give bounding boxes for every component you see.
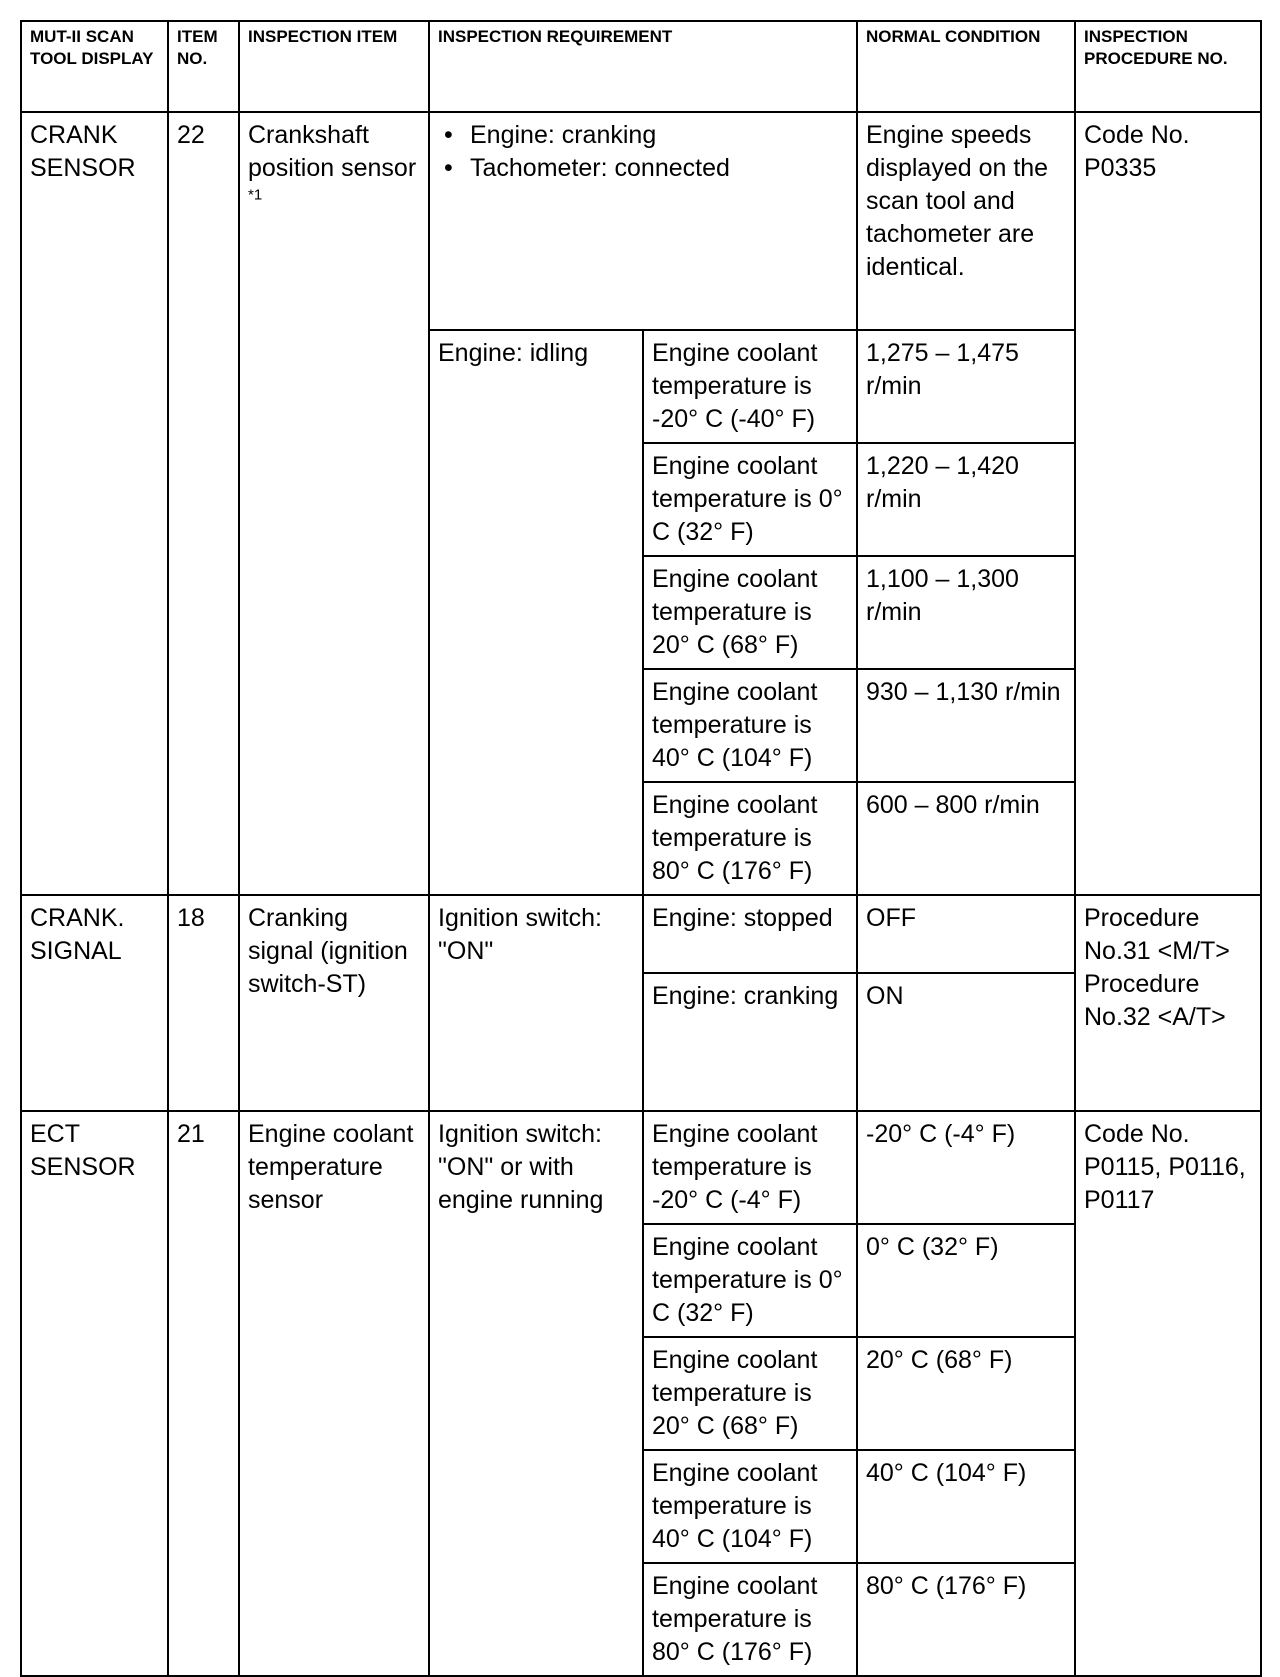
condition-cell: Engine coolant temperature is 20° C (68° F)	[643, 1337, 857, 1450]
requirement-bullets	[438, 119, 848, 185]
requirement-cell: Ignition switch: "ON"	[429, 895, 643, 1111]
item-no-cell: 21	[168, 1111, 239, 1676]
normal-cell: 1,100 – 1,300 r/min	[857, 556, 1075, 669]
normal-cell: 40° C (104° F)	[857, 1450, 1075, 1563]
item-cell: Cranking signal (ignition switch-ST)	[239, 895, 429, 1111]
normal-cell: Engine speeds displayed on the scan tool and tachometer are identical.	[857, 112, 1075, 330]
condition-cell: Engine coolant temperature is 0° C (32° F)	[643, 1224, 857, 1337]
header-requirement: INSPECTION REQUIREMENT	[429, 21, 857, 112]
header-display: MUT-II SCAN TOOL DISPLAY	[21, 21, 168, 112]
normal-cell: 20° C (68° F)	[857, 1337, 1075, 1450]
normal-cell: 80° C (176° F)	[857, 1563, 1075, 1676]
header-item-no: ITEM NO.	[168, 21, 239, 112]
requirement-cell	[429, 112, 857, 330]
condition-cell: Engine coolant temperature is 40° C (104° F)	[643, 1450, 857, 1563]
normal-cell: OFF	[857, 895, 1075, 973]
item-text: Crankshaft position sensor	[248, 121, 417, 182]
condition-cell: Engine coolant temperature is 20° C (68° F)	[643, 556, 857, 669]
normal-cell: 0° C (32° F)	[857, 1224, 1075, 1337]
condition-cell: Engine coolant temperature is -20° C (-40° F)	[643, 330, 857, 443]
requirement-cell: Ignition switch: "ON" or with engine running	[429, 1111, 643, 1676]
list-item: • Tachometer: connected	[438, 152, 848, 185]
header-procedure: INSPECTION PROCEDURE NO.	[1075, 21, 1261, 112]
condition-cell: Engine coolant temperature is 40° C (104° F)	[643, 669, 857, 782]
list-item: • Engine: cranking	[438, 119, 848, 152]
header-row	[21, 21, 1261, 112]
table-row	[21, 895, 1261, 973]
procedure-cell: Code No. P0115, P0116, P0117	[1075, 1111, 1261, 1676]
header-item: INSPECTION ITEM	[239, 21, 429, 112]
item-no-cell: 22	[168, 112, 239, 895]
normal-cell: 1,220 – 1,420 r/min	[857, 443, 1075, 556]
table-row	[21, 1111, 1261, 1224]
condition-cell: Engine coolant temperature is 80° C (176° F)	[643, 1563, 857, 1676]
display-cell: CRANK SENSOR	[21, 112, 168, 895]
normal-cell: 930 – 1,130 r/min	[857, 669, 1075, 782]
condition-cell: Engine: stopped	[643, 895, 857, 973]
procedure-cell: Procedure No.31 <M/T> Procedure No.32 <A/T>	[1075, 895, 1261, 1111]
condition-cell: Engine coolant temperature is 0° C (32° F)	[643, 443, 857, 556]
display-cell: CRANK. SIGNAL	[21, 895, 168, 1111]
requirement-cell: Engine: idling	[429, 330, 643, 895]
normal-cell: -20° C (-4° F)	[857, 1111, 1075, 1224]
footnote-mark: *1	[248, 186, 263, 204]
normal-cell: 600 – 800 r/min	[857, 782, 1075, 895]
condition-cell: Engine: cranking	[643, 973, 857, 1111]
item-cell	[239, 112, 429, 895]
table-row	[21, 112, 1261, 330]
item-cell: Engine coolant temperature sensor	[239, 1111, 429, 1676]
header-normal: NORMAL CONDITION	[857, 21, 1075, 112]
normal-cell: ON	[857, 973, 1075, 1111]
procedure-cell: Code No. P0335	[1075, 112, 1261, 895]
inspection-table	[20, 20, 1262, 1677]
condition-cell: Engine coolant temperature is 80° C (176° F)	[643, 782, 857, 895]
normal-cell: 1,275 – 1,475 r/min	[857, 330, 1075, 443]
item-no-cell: 18	[168, 895, 239, 1111]
condition-cell: Engine coolant temperature is -20° C (-4° F)	[643, 1111, 857, 1224]
display-cell: ECT SENSOR	[21, 1111, 168, 1676]
